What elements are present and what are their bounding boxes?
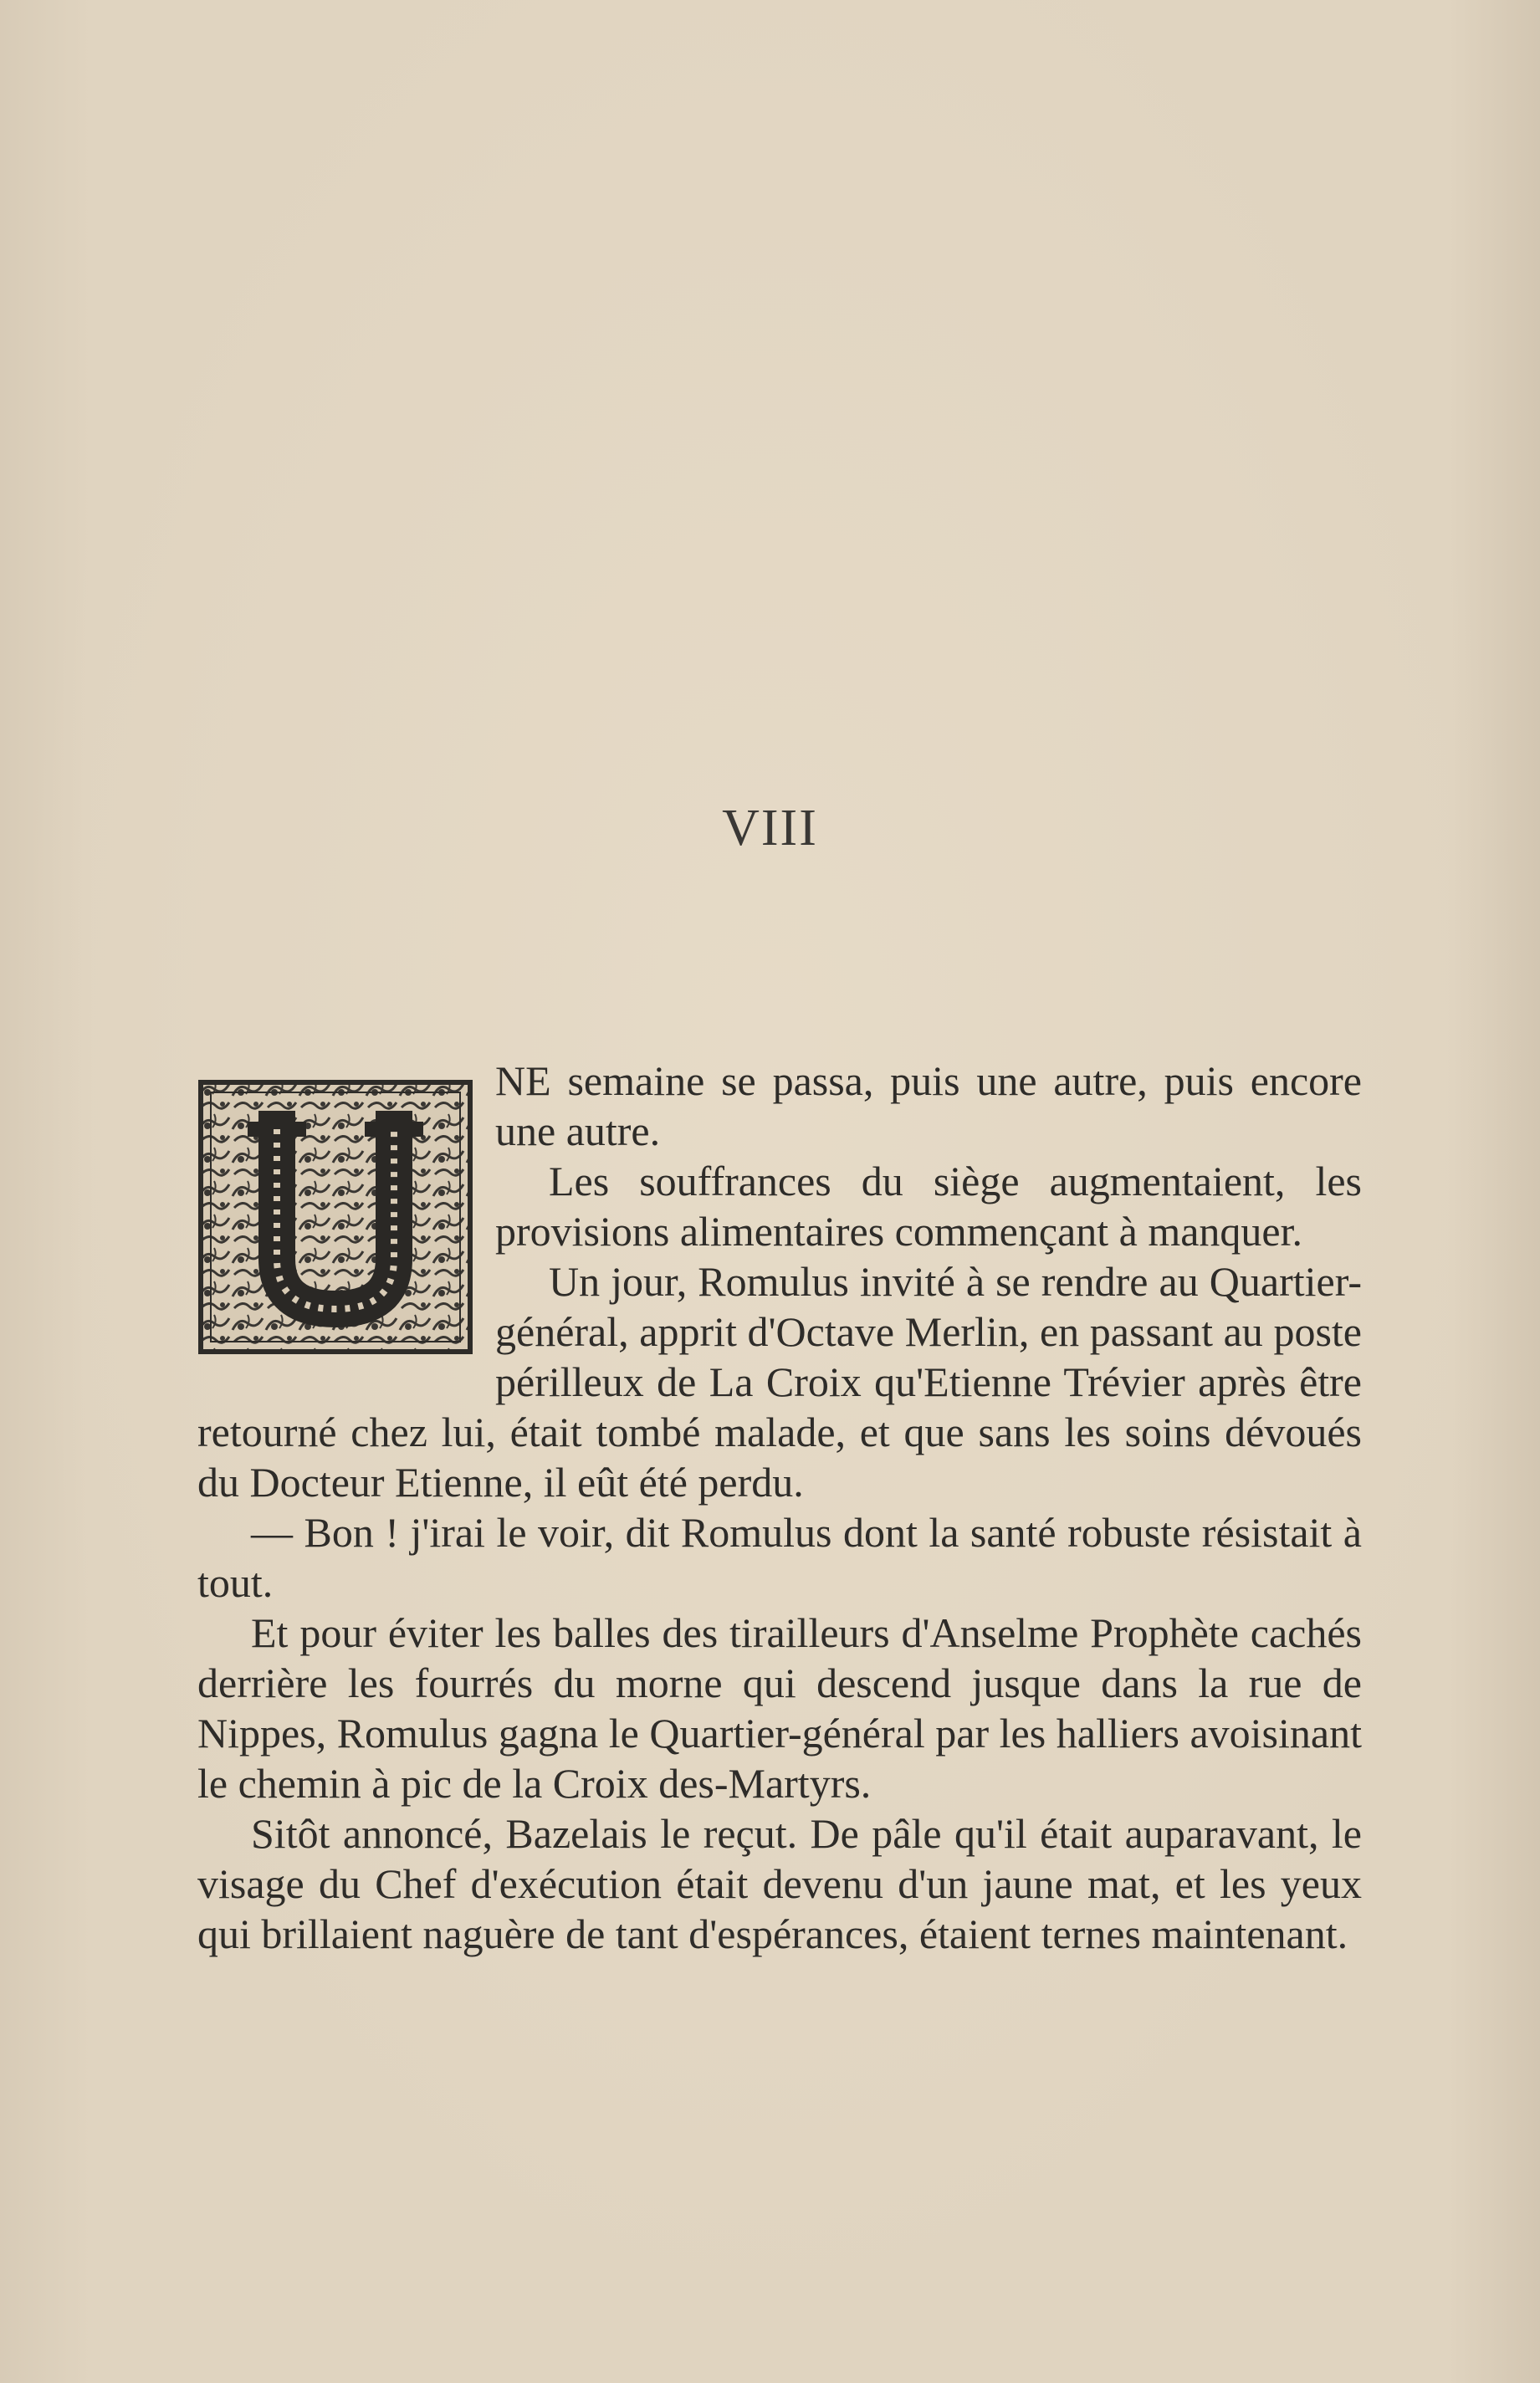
chapter-heading: VIII (722, 800, 818, 857)
drop-cap-letter (197, 1079, 473, 1355)
chapter-text (197, 1056, 1362, 1959)
paragraph-dialogue: — Bon ! j'irai le voir, dit Romulus dont la santé robuste résistait à tout. (197, 1509, 1362, 1606)
paragraph: Un jour, Romulus invité à se rendre au Quartier-général, apprit d'Octave Merlin, en passant au poste périlleux de La Croix qu'Etienne Trévier après être retourné chez lui, était tombé malade, et que sans les soins dévoués du Docteur Etienne, il eût été perdu. (197, 1258, 1362, 1506)
paragraph-opening: NE semaine se passa, puis une autre, puis encore une autre. (495, 1057, 1362, 1154)
ornamental-drop-cap (197, 1079, 473, 1355)
paragraph: Sitôt annoncé, Bazelais le reçut. De pâle qu'il était auparavant, le visage du Chef d'exécution était devenu d'un jaune mat, et les yeux qui brillaient naguère de tant d'espérances, étaient ternes maintenant. (197, 1810, 1362, 1957)
paragraph: Les souffrances du siège augmentaient, les provisions alimentaires commençant à manquer. (495, 1158, 1362, 1255)
paragraph: Et pour éviter les balles des tirailleurs d'Anselme Prophète cachés derrière les fourrés du morne qui descend jusque dans la rue de Nippes, Romulus gagna le Quartier-général par les halliers avoisinant le chemin à pic de la Croix des-Martyrs. (197, 1609, 1362, 1807)
